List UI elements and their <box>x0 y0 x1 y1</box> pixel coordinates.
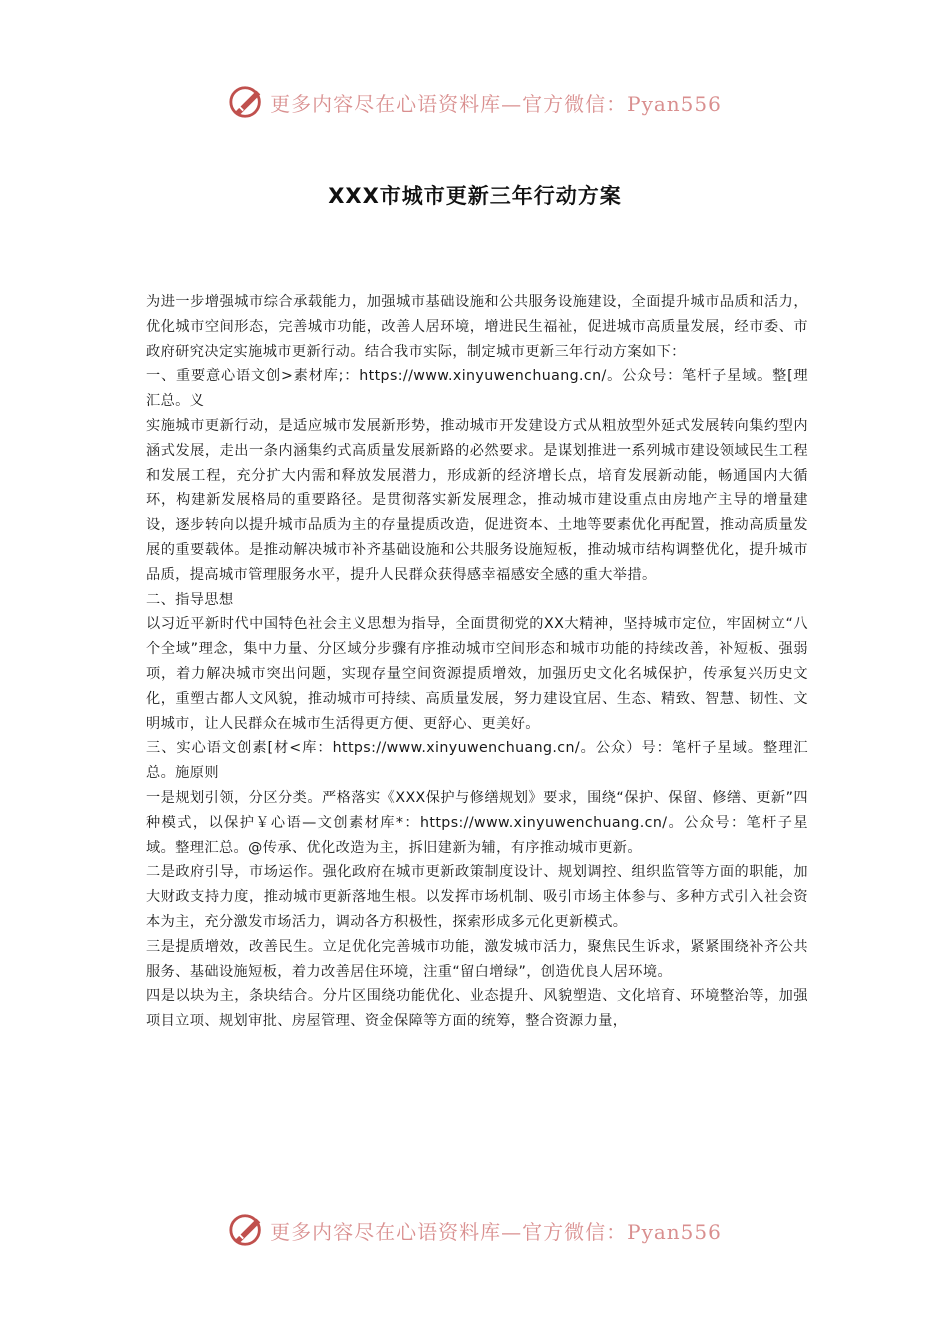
paragraph: 二是政府引导，市场运作。强化政府在城市更新政策制度设计、规划调控、组织监管等方面的职能，加大财政支持力度，推动城市更新落地生根。以发挥市场机制、吸引市场主体参与、多种方式引入社会资本为主，充分激发市场活力，调动各方积极性，探索形成多元化更新模式。 <box>146 864 808 930</box>
header-watermark-text: 更多内容尽在心语资料库—官方微信：Pyan556 <box>270 91 722 116</box>
footer-watermark <box>0 1208 950 1252</box>
footer-watermark-text: 更多内容尽在心语资料库—官方微信：Pyan556 <box>270 1219 722 1244</box>
section-heading: 二、指导思想 <box>146 591 234 608</box>
paragraph: 实施城市更新行动，是适应城市发展新形势，推动城市开发建设方式从粗放型外延式发展转向集约型内涵式发展，走出一条内涵集约式高质量发展新路的必然要求。是谋划推进一系列城市建设领域民生工程和发展工程，充分扩大内需和释放发展潜力，形成新的经济增长点，培育发展新动能，畅通国内大循环，构建新发展格局的重要路径。是贯彻落实新发展理念，推动城市建设重点由房地产主导的增量建设，逐步转向以提升城市品质为主的存量提质改造，促进资本、土地等要素优化再配置，推动高质量发展的重要载体。是推动解决城市补齐基础设施和公共服务设施短板，推动城市结构调整优化，提升城市品质，提高城市管理服务水平，提升人民群众获得感幸福感安全感的重大举措。 <box>146 417 808 583</box>
document-title: XXX市城市更新三年行动方案 <box>328 184 622 208</box>
paragraph: 三是提质增效，改善民生。立足优化完善城市功能，激发城市活力，聚焦民生诉求，紧紧围绕补齐公共服务、基础设施短板，着力改善居住环境，注重“留白增绿”，创造优良人居环境。 <box>146 938 808 980</box>
paragraph: 为进一步增强城市综合承载能力，加强城市基础设施和公共服务设施建设，全面提升城市品质和活力，优化城市空间形态，完善城市功能，改善人居环境，增进民生福祉，促进城市高质量发展，经市委、市政府研究决定实施城市更新行动。结合我市实际，制定城市更新三年行动方案如下： <box>146 294 808 360</box>
paragraph: 以习近平新时代中国特色社会主义思想为指导，全面贯彻党的XX大精神，坚持城市定位，牢固树立“八个全域”理念，集中力量、分区域分步骤有序推动城市空间形态和城市功能的持续改善，补短板、强弱项，着力解决城市突出问题，实现存量空间资源提质增效，加强历史文化名城保护，传承复兴历史文化，重塑古都人文风貌，推动城市可持续、高质量发展，努力建设宜居、生态、精致、智慧、韧性、文明城市，让人民群众在城市生活得更方便、更舒心、更美好。 <box>146 616 808 732</box>
paragraph: 一、重要意心语文创>素材库;：https://www.xinyuwenchuang.cn/。公众号：笔杆子星域。整[理汇总。义 <box>146 368 808 410</box>
pen-logo-icon <box>228 1211 266 1249</box>
paragraph: 四是以块为主，条块结合。分片区围绕功能优化、业态提升、风貌塑造、文化培育、环境整治等，加强项目立项、规划审批、房屋管理、资金保障等方面的统筹，整合资源力量， <box>146 988 808 1030</box>
paragraph: 一是规划引领，分区分类。严格落实《XXX保护与修缮规划》要求，围绕“保护、保留、修缮、更新”四种模式，以保护￥心语—文创素材库*：https://www.xinyuwenchuang.cn/。公众号：笔杆子星域。整理汇总。@传承、优化改造为主，拆旧建新为辅，有序推动城市更新。 <box>146 789 808 856</box>
paragraph: 三、实心语文创素[材<库：https://www.xinyuwenchuang.cn/。公众）号：笔杆子星域。整理汇总。施原则 <box>146 740 808 782</box>
document-body <box>146 290 808 1034</box>
header-watermark <box>0 80 950 124</box>
pen-logo-icon <box>228 83 266 121</box>
